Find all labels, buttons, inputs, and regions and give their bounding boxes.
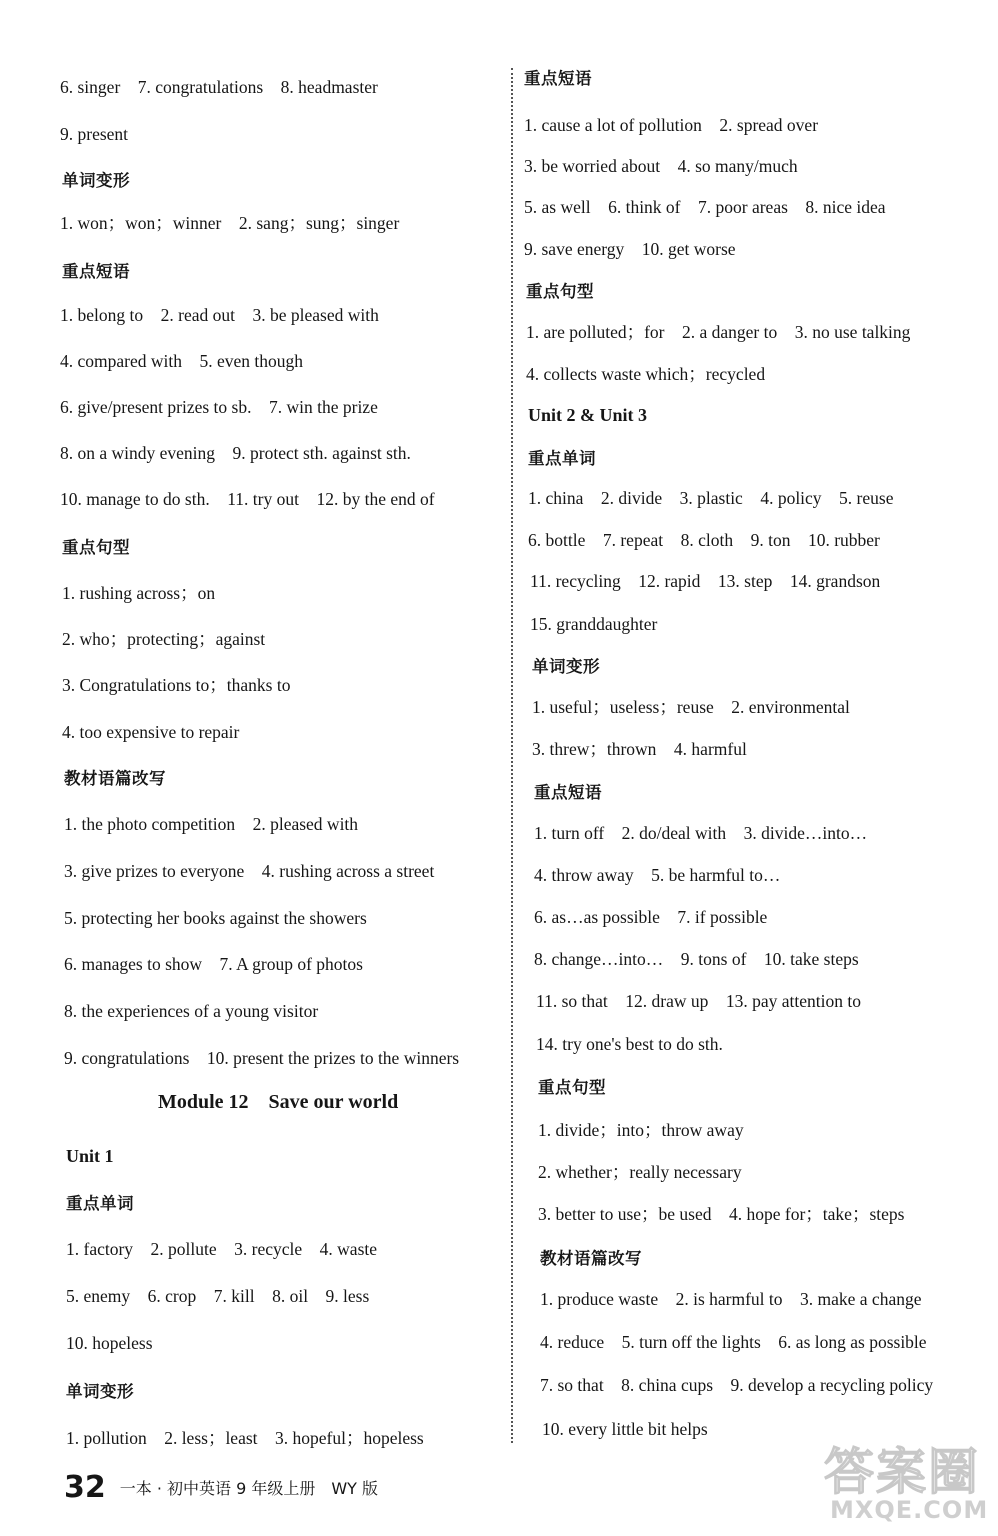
answer-line: 3. give prizes to everyone 4. rushing across a street: [64, 861, 435, 881]
answer-line: 11. so that 12. draw up 13. pay attention to: [536, 991, 861, 1011]
answer-line: 5. enemy 6. crop 7. kill 8. oil 9. less: [66, 1286, 370, 1306]
module-title: Module 12 Save our world: [158, 1091, 399, 1113]
answer-line: 1. turn off 2. do/deal with 3. divide…into…: [534, 823, 868, 843]
answer-line: 9. save energy 10. get worse: [524, 239, 736, 259]
answer-line: 10. hopeless: [66, 1333, 153, 1353]
section-heading: 重点短语: [62, 262, 130, 281]
answer-line: 1. china 2. divide 3. plastic 4. policy 5. reuse: [528, 488, 894, 508]
answer-line: 2. whether；really necessary: [538, 1162, 742, 1182]
answer-line: 1. divide；into；throw away: [538, 1120, 744, 1140]
answer-line: 15. granddaughter: [530, 614, 658, 634]
section-heading: 重点短语: [524, 69, 592, 88]
answer-line: 6. singer 7. congratulations 8. headmaster: [60, 77, 378, 97]
watermark-url: MXQE.COM: [830, 1496, 989, 1524]
answer-line: 6. bottle 7. repeat 8. cloth 9. ton 10. rubber: [528, 530, 880, 550]
section-heading: 重点短语: [534, 783, 602, 802]
section-heading: 重点句型: [538, 1078, 606, 1097]
unit-title: Unit 2 & Unit 3: [528, 405, 648, 425]
answer-line: 4. compared with 5. even though: [60, 351, 304, 371]
section-heading: 单词变形: [62, 171, 130, 190]
section-heading: 单词变形: [66, 1382, 134, 1401]
answer-line: 3. Congratulations to；thanks to: [62, 675, 291, 695]
answer-line: 1. the photo competition 2. pleased with: [64, 814, 359, 834]
section-heading: 教材语篇改写: [540, 1249, 642, 1268]
answer-line: 1. produce waste 2. is harmful to 3. make a change: [540, 1289, 922, 1309]
section-heading: 教材语篇改写: [64, 769, 166, 788]
answer-line: 2. who；protecting；against: [62, 629, 266, 649]
answer-line: 1. rushing across；on: [62, 583, 216, 603]
answer-line: 8. change…into… 9. tons of 10. take steps: [534, 949, 859, 969]
answer-line: 14. try one's best to do sth.: [536, 1034, 723, 1054]
answer-line: 4. collects waste which；recycled: [526, 364, 766, 384]
watermark-logo: [818, 1432, 988, 1528]
answer-line: 9. congratulations 10. present the prizes to the winners: [64, 1048, 460, 1068]
answer-line: 6. give/present prizes to sb. 7. win the prize: [60, 397, 378, 417]
watermark-text: 答案圈: [824, 1443, 980, 1501]
answer-line: 1. cause a lot of pollution 2. spread over: [524, 115, 819, 135]
answer-line: 7. so that 8. china cups 9. develop a recycling policy: [540, 1375, 934, 1395]
unit-title: Unit 1: [66, 1146, 114, 1166]
answer-line: 4. throw away 5. be harmful to…: [534, 865, 781, 885]
answer-line: 6. as…as possible 7. if possible: [534, 907, 768, 927]
answer-line: 11. recycling 12. rapid 13. step 14. grandson: [530, 571, 881, 591]
answer-line: 4. reduce 5. turn off the lights 6. as long as possible: [540, 1332, 927, 1352]
answer-line: 9. present: [60, 124, 129, 144]
answer-line: 8. on a windy evening 9. protect sth. against sth.: [60, 443, 411, 463]
answer-line: 5. as well 6. think of 7. poor areas 8. nice idea: [524, 197, 886, 217]
section-heading: 重点句型: [62, 538, 130, 557]
answer-line: 1. won；won；winner 2. sang；sung；singer: [60, 213, 400, 233]
answer-line: 1. factory 2. pollute 3. recycle 4. waste: [66, 1239, 378, 1259]
answer-line: 8. the experiences of a young visitor: [64, 1001, 319, 1021]
answer-line: 1. belong to 2. read out 3. be pleased with: [60, 305, 379, 325]
answer-line: 6. manages to show 7. A group of photos: [64, 954, 363, 974]
page-number: 32: [64, 1470, 106, 1505]
book-title: 一本 · 初中英语 9 年级上册 WY 版: [119, 1479, 379, 1498]
page-footer: [64, 1470, 378, 1505]
answer-line: 1. pollution 2. less；least 3. hopeful；hopeless: [66, 1428, 424, 1448]
section-heading: 重点单词: [528, 449, 596, 468]
answer-line: 10. every little bit helps: [542, 1419, 708, 1439]
answer-line: 10. manage to do sth. 11. try out 12. by the end of: [60, 489, 435, 509]
answer-line: 1. are polluted；for 2. a danger to 3. no use talking: [526, 322, 911, 342]
section-heading: 单词变形: [532, 657, 600, 676]
answer-line: 4. too expensive to repair: [62, 722, 240, 742]
column-divider: [511, 68, 513, 1443]
answer-line: 1. useful；useless；reuse 2. environmental: [532, 697, 850, 717]
section-heading: 重点单词: [66, 1194, 134, 1213]
section-heading: 重点句型: [526, 282, 594, 301]
answer-line: 3. better to use；be used 4. hope for；take；steps: [538, 1204, 905, 1224]
answer-line: 3. threw；thrown 4. harmful: [532, 739, 747, 759]
answer-line: 3. be worried about 4. so many/much: [524, 156, 798, 176]
answer-line: 5. protecting her books against the showers: [64, 908, 367, 928]
